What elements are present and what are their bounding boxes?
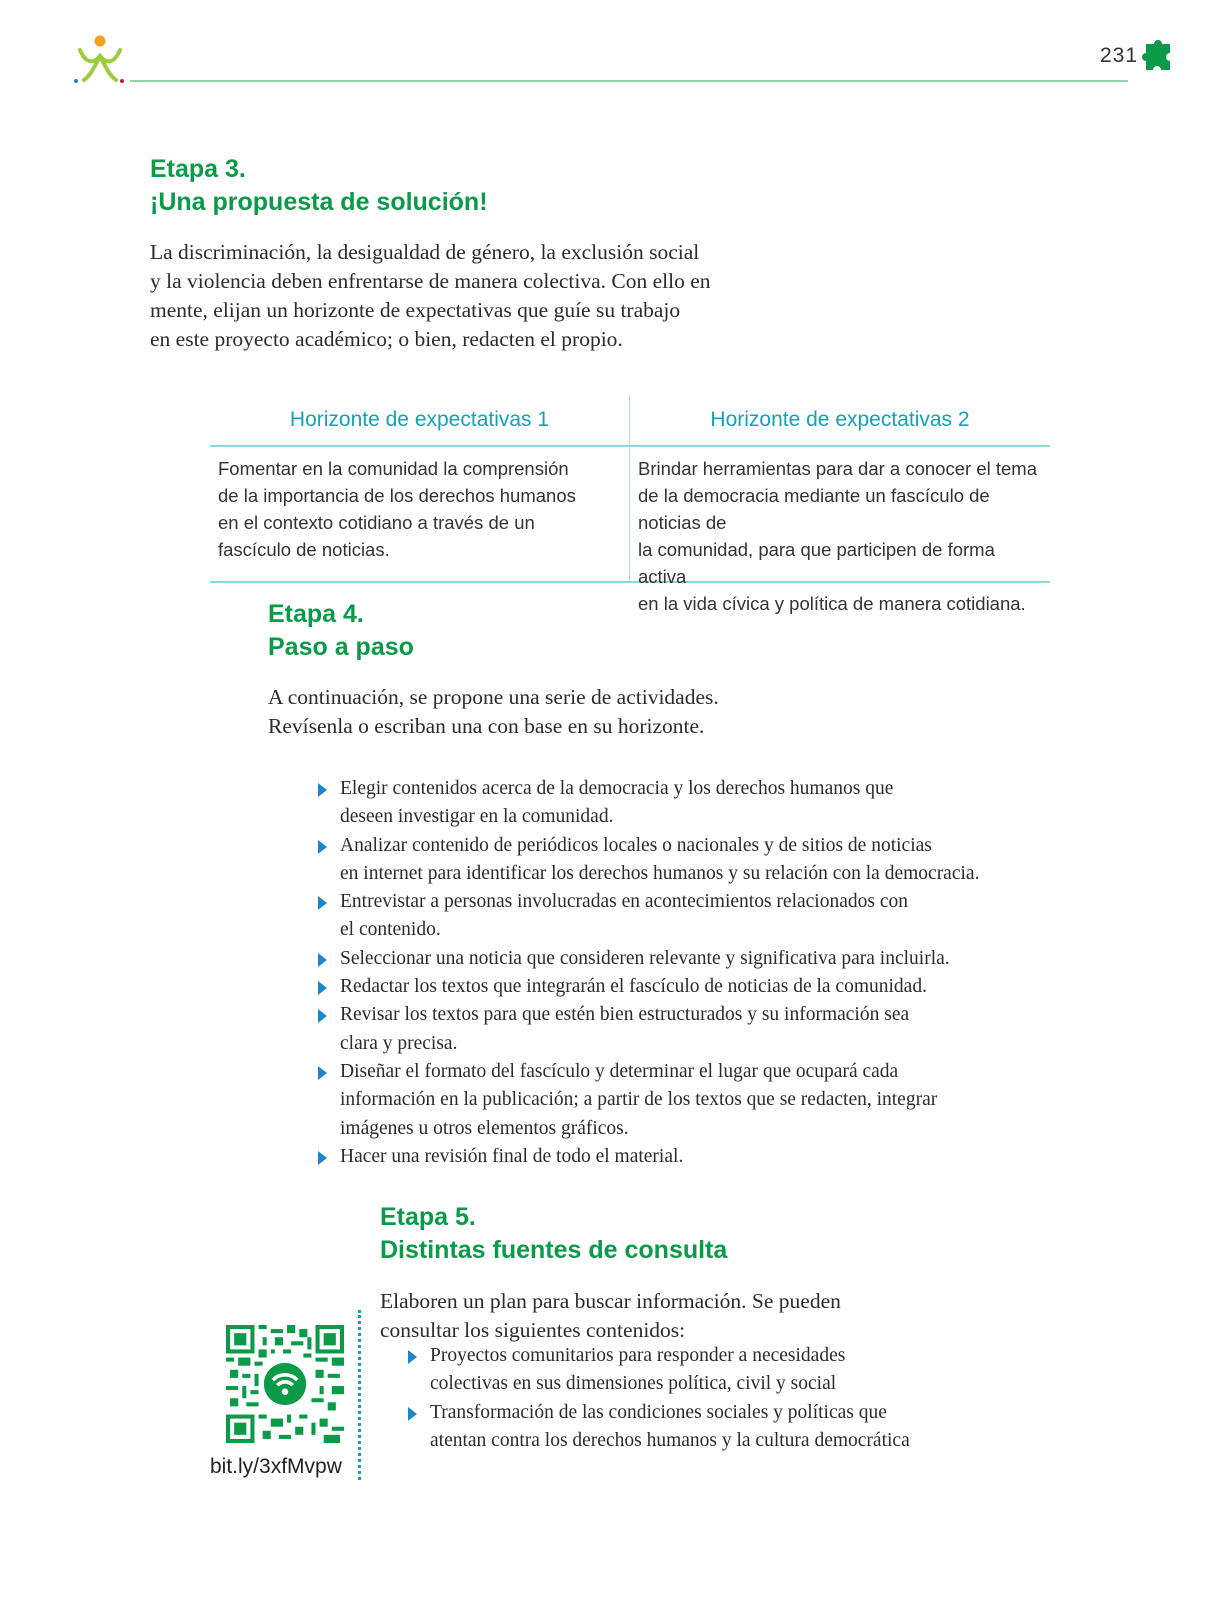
- list-item: [316, 888, 979, 945]
- qr-link[interactable]: bit.ly/3xfMvpw: [210, 1455, 342, 1478]
- cell-line: Brindar herramientas para dar a conocer el tema: [638, 458, 1037, 479]
- bullet-triangle-icon: [408, 1350, 417, 1364]
- list-item: [316, 973, 979, 1001]
- cell-line: la comunidad, para que participen de forma activa: [638, 539, 995, 587]
- item-line: Transformación de las condiciones sociales y políticas que: [430, 1401, 887, 1423]
- text-line: y la violencia deben enfrentarse de manera colectiva. Con ello en: [150, 269, 711, 293]
- item-line: Revisar los textos para que estén bien estructurados y su información sea: [340, 1004, 910, 1026]
- item-line: Redactar los textos que integrarán el fascículo de noticias de la comunidad.: [340, 976, 927, 998]
- item-line: imágenes u otros elementos gráficos.: [340, 1117, 629, 1139]
- bullet-triangle-icon: [318, 1066, 327, 1080]
- list-item: [406, 1342, 910, 1399]
- dotted-divider: [358, 1310, 361, 1480]
- stage3-title: ¡Una propuesta de solución!: [150, 188, 488, 216]
- stage4-activity-list: [316, 775, 979, 1171]
- item-line: Diseñar el formato del fascículo y determinar el lugar que ocupará cada: [340, 1060, 899, 1082]
- header-rule: [130, 80, 1128, 82]
- bullet-triangle-icon: [318, 1151, 327, 1165]
- bullet-triangle-icon: [318, 953, 327, 967]
- stage4-title: Paso a paso: [268, 633, 414, 661]
- bullet-triangle-icon: [408, 1407, 417, 1421]
- list-item: [316, 945, 979, 973]
- bullet-triangle-icon: [318, 981, 327, 995]
- item-line: clara y precisa.: [340, 1032, 458, 1054]
- figure-logo-icon: [72, 34, 128, 86]
- stage5-paragraph: [380, 1287, 841, 1345]
- item-line: Elegir contenidos acerca de la democracia y los derechos humanos que: [340, 778, 894, 799]
- bullet-triangle-icon: [318, 840, 327, 854]
- item-line: Entrevistar a personas involucradas en acontecimientos relacionados con: [340, 891, 908, 913]
- qr-code-icon[interactable]: [226, 1325, 344, 1443]
- stage5-heading: [380, 1201, 727, 1267]
- bullet-triangle-icon: [318, 783, 327, 797]
- stage4-paragraph: [268, 683, 719, 741]
- list-item: [316, 1001, 979, 1058]
- page-number: 231: [1100, 44, 1139, 67]
- item-line: deseen investigar en la comunidad.: [340, 806, 614, 828]
- cell-line: de la importancia de los derechos humanos: [218, 485, 576, 506]
- puzzle-tab-icon: [1142, 40, 1172, 74]
- stage5-number: Etapa 5.: [380, 1203, 476, 1231]
- item-line: atentan contra los derechos humanos y la cultura democrática: [430, 1429, 910, 1451]
- item-line: colectivas en sus dimensiones política, civil y social: [430, 1373, 837, 1395]
- bullet-triangle-icon: [318, 896, 327, 910]
- stage4-heading: [268, 598, 414, 664]
- list-item: [316, 1058, 979, 1143]
- text-line: Revísenla o escriban una con base en su horizonte.: [268, 714, 705, 738]
- text-line: consultar los siguientes contenidos:: [380, 1318, 686, 1342]
- stage5-source-list: [406, 1342, 910, 1455]
- table-header-cell: Horizonte de expectativas 1: [210, 395, 630, 445]
- item-line: Seleccionar una noticia que consideren relevante y significativa para incluirla.: [340, 947, 950, 969]
- table-header-cell: Horizonte de expectativas 2: [710, 408, 970, 431]
- item-line: Proyectos comunitarios para responder a necesidades: [430, 1345, 846, 1366]
- stage3-heading: [150, 153, 488, 219]
- item-line: en internet para identificar los derechos humanos y su relación con la democracia.: [340, 862, 980, 884]
- cell-line: Fomentar en la comunidad la comprensión: [218, 458, 569, 479]
- bullet-triangle-icon: [318, 1009, 327, 1023]
- cell-line: de la democracia mediante un fascículo de noticias de: [638, 485, 990, 533]
- list-item: [316, 832, 979, 889]
- text-line: Elaboren un plan para buscar información. Se pueden: [380, 1289, 841, 1313]
- item-line: información en la publicación; a partir de los textos que se redacten, integrar: [340, 1089, 938, 1111]
- cell-line: en el contexto cotidiano a través de un: [218, 512, 535, 533]
- item-line: Analizar contenido de periódicos locales o nacionales y de sitios de noticias: [340, 834, 932, 856]
- cell-line: en la vida cívica y política de manera cotidiana.: [638, 593, 1026, 614]
- text-line: La discriminación, la desigualdad de género, la exclusión social: [150, 240, 700, 264]
- stage5-title: Distintas fuentes de consulta: [380, 1236, 728, 1264]
- list-item: [316, 775, 979, 832]
- stage3-paragraph: [150, 238, 711, 354]
- item-line: Hacer una revisión final de todo el material.: [340, 1145, 684, 1167]
- text-line: en este proyecto académico; o bien, redacten el propio.: [150, 327, 623, 351]
- table-cell: [630, 447, 1050, 614]
- cell-line: fascículo de noticias.: [218, 539, 390, 560]
- list-item: [406, 1399, 910, 1456]
- text-line: mente, elijan un horizonte de expectativas que guíe su trabajo: [150, 298, 681, 322]
- table-cell: [210, 447, 630, 581]
- stage4-number: Etapa 4.: [268, 600, 364, 628]
- text-line: A continuación, se propone una serie de actividades.: [268, 685, 719, 709]
- table-header-row: [210, 395, 1050, 447]
- list-item: [316, 1143, 979, 1171]
- item-line: el contenido.: [340, 919, 441, 941]
- stage3-number: Etapa 3.: [150, 155, 246, 183]
